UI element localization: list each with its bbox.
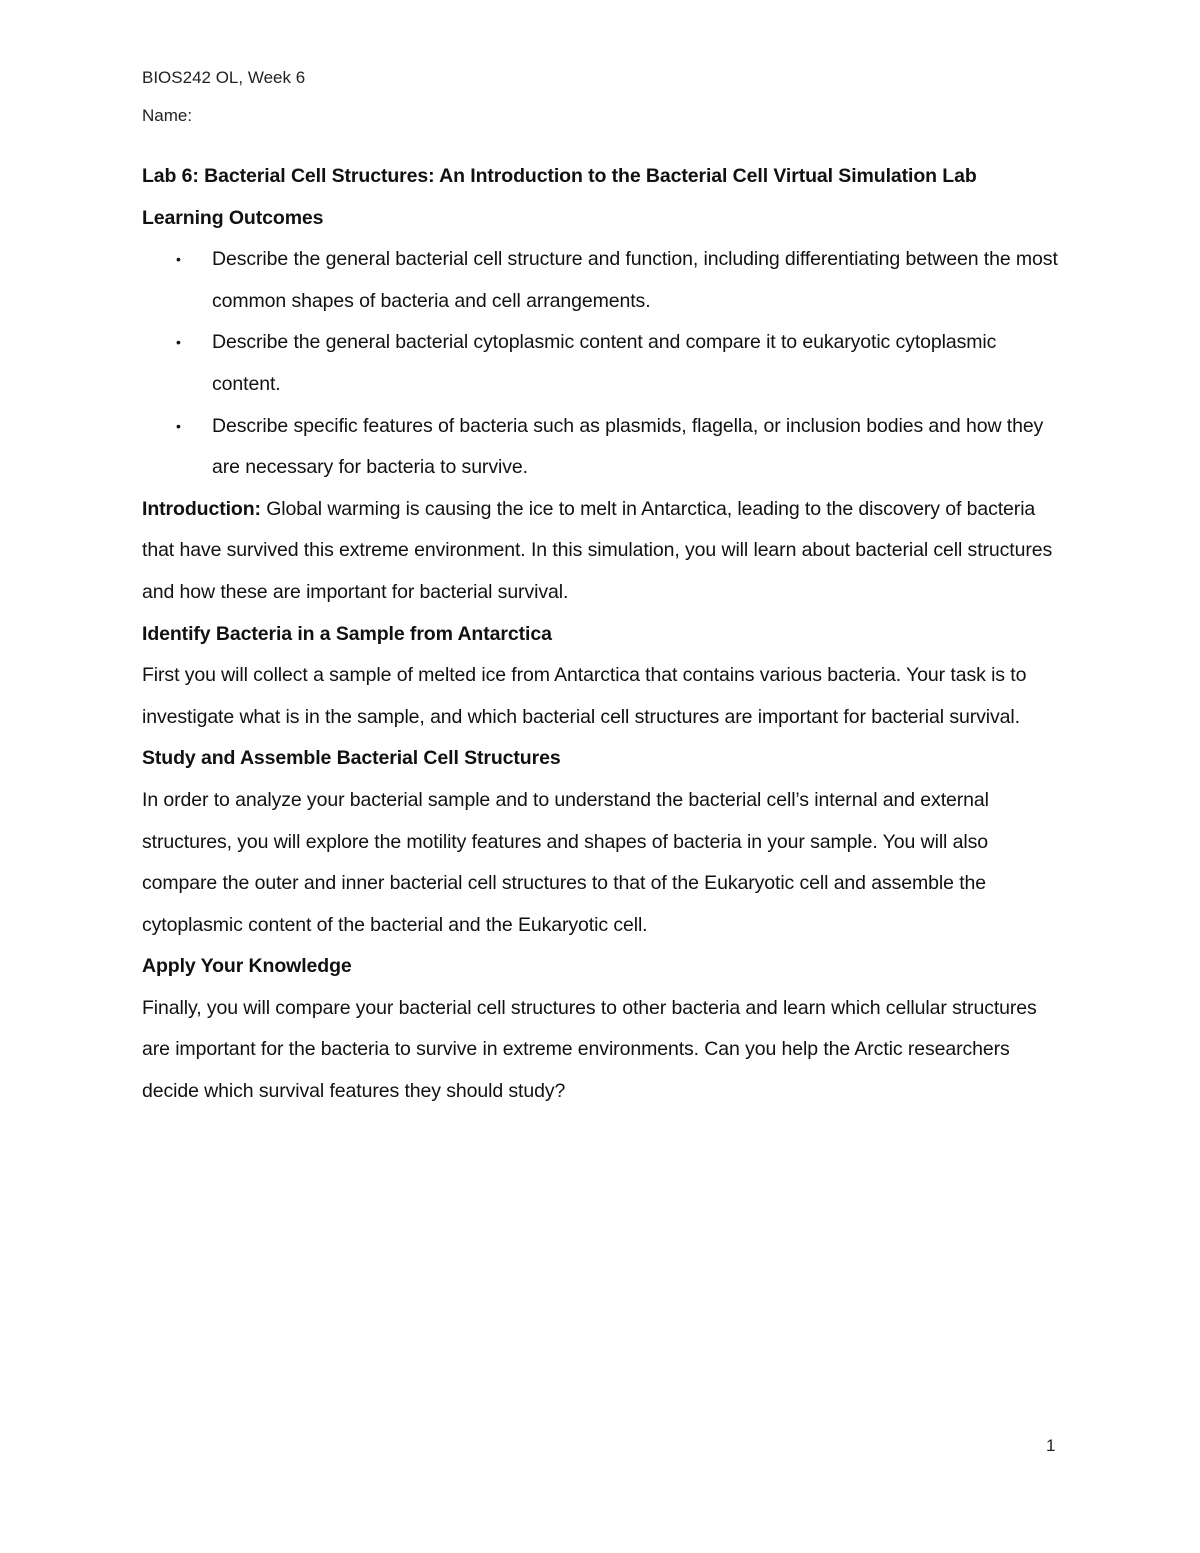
name-label: Name:	[142, 106, 193, 125]
outcome-text: Describe the general bacterial cytoplasmic content and compare it to eukaryotic cytoplasmic content.	[212, 331, 997, 395]
section-text-identify: First you will collect a sample of melted ice from Antarctica that contains various bacteria. Your task is to investigate what is in the sample, and which bacterial cell structures are important for bacterial survival.	[142, 664, 1027, 728]
course-header: BIOS242 OL, Week 6	[142, 68, 306, 87]
learning-outcomes-list	[142, 239, 1067, 489]
bullet-icon: •	[176, 251, 181, 268]
outcome-text: Describe the general bacterial cell structure and function, including differentiating between the most common shapes of bacteria and cell arrangements.	[212, 248, 1058, 312]
learning-outcomes-heading: Learning Outcomes	[142, 206, 324, 229]
introduction-paragraph	[142, 489, 1067, 614]
outcome-text: Describe specific features of bacteria such as plasmids, flagella, or inclusion bodies and how they are necessary for bacteria to survive.	[212, 414, 1044, 479]
introduction-label: Introduction:	[142, 497, 261, 520]
page-number: 1	[1046, 1436, 1056, 1455]
section-heading-study: Study and Assemble Bacterial Cell Structures	[142, 747, 561, 770]
list-item	[176, 322, 1067, 405]
introduction-text: Global warming is causing the ice to melt in Antarctica, leading to the discovery of bacteria that have survived this extreme environment. In this simulation, you will learn about bacterial cell structures and how these are important for bacterial survival.	[142, 497, 1053, 603]
section-heading-identify: Identify Bacteria in a Sample from Antarctica	[142, 622, 552, 645]
list-item	[176, 406, 1067, 489]
section-text-apply: Finally, you will compare your bacterial cell structures to other bacteria and learn which cellular structures are important for the bacteria to survive in extreme environments. Can you help the Arctic researchers decide which survival features they should study?	[142, 996, 1037, 1103]
bullet-icon: •	[176, 334, 181, 351]
section-text-study: In order to analyze your bacterial sample and to understand the bacterial cell’s internal and external structures, you will explore the motility features and shapes of bacteria in your sample. You will also compare the outer and inner bacterial cell structures to that of the Eukaryotic cell and assemble the cytoplasmic content of the bacterial and the Eukaryotic cell.	[142, 788, 989, 936]
section-heading-apply: Apply Your Knowledge	[142, 955, 352, 978]
bullet-icon: •	[176, 417, 181, 434]
lab-title: Lab 6: Bacterial Cell Structures: An Introduction to the Bacterial Cell Virtual Simulation Lab	[142, 165, 977, 187]
list-item	[176, 239, 1067, 322]
document-body	[142, 156, 1067, 1113]
